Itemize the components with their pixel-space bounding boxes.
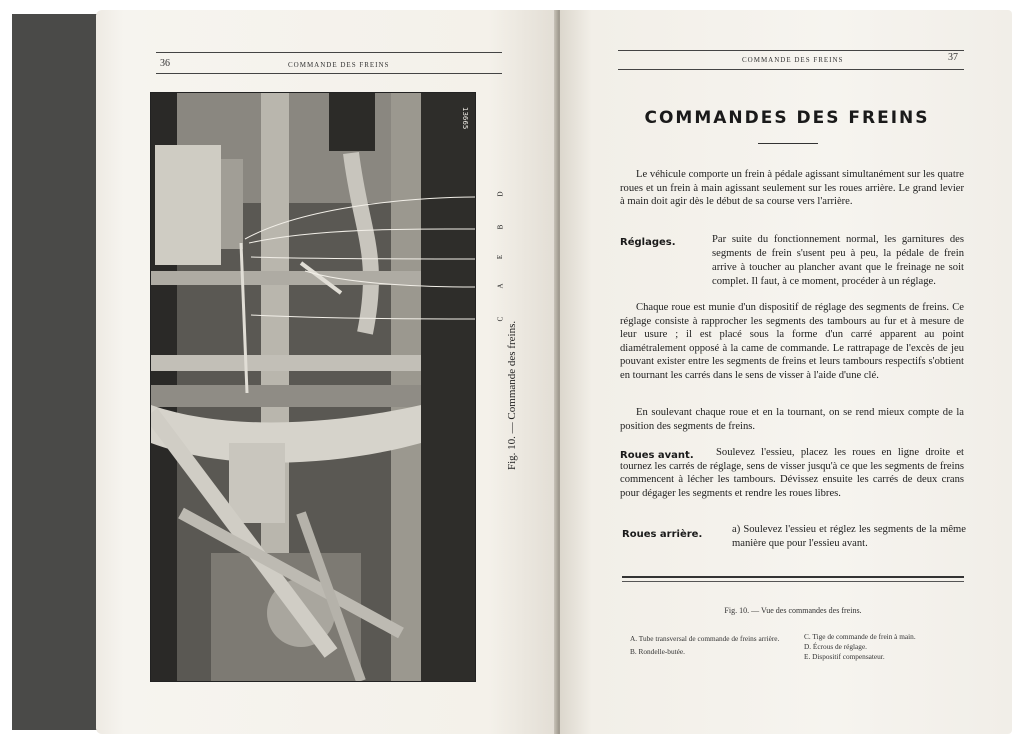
callout-label-e: E — [496, 254, 505, 260]
callout-label-a: A — [496, 283, 505, 289]
reglages-p2: Chaque roue est munie d'un dispositif de réglage des segments de freins. Ce réglage consiste à rapprocher les segments des tambours au fur et à mesure de leur usure ; il est placé sous la forme d'un carré apparent au point diamétralement opposé à la came de commande. Le rattrapage de l'excès de jeu pouvant exister entre les segments de freins et leurs tambours respectifs s'obtient en tournant les carrés dans le sens de visser à l'aide d'une clé. — [620, 302, 964, 381]
caption-rule — [622, 576, 964, 582]
callout-label-b: B — [496, 224, 505, 230]
section-heading-roues-arriere: Roues arrière. — [622, 529, 703, 540]
legend-item-e: E. Dispositif compensateur. — [804, 652, 885, 661]
section-heading-reglages: Réglages. — [620, 237, 676, 248]
intro-paragraph: Le véhicule comporte un frein à pédale agissant simultanément sur les quatre roues et un frein à main agissant seulement sur les roues arrière. Le grand levier à main doit agir dès le début de sa course vers l'arrière. — [620, 169, 964, 208]
section-heading-roues-avant: Roues avant. — [620, 450, 694, 461]
left-header-rule-bottom — [156, 73, 502, 74]
right-page-number: 37 — [948, 52, 958, 63]
brake-mechanism-illustration — [151, 93, 475, 681]
title-underline — [758, 143, 818, 144]
right-header-rule-top — [618, 50, 964, 51]
left-running-head: COMMANDE DES FREINS — [288, 61, 390, 69]
plate-number: 13665 — [461, 107, 469, 130]
reglages-p1-hanging: Par suite du fonctionnement normal, les garnitures des segments de frein s'usent peu à peu, la pédale de frein — [712, 234, 964, 259]
figure-caption: Fig. 10. — Vue des commandes des freins. — [724, 606, 862, 615]
legend-item-c: C. Tige de commande de frein à main. — [804, 632, 916, 641]
legend-left — [630, 634, 790, 657]
legend-item-b: B. Rondelle-butée. — [630, 647, 685, 656]
callout-label-d: D — [496, 191, 505, 197]
page-title: COMMANDES DES FREINS — [644, 108, 930, 128]
legend-item-a: A. Tube transversal de commande de freins arrière. — [630, 634, 780, 643]
legend-item-d: D. Écrous de réglage. — [804, 642, 868, 651]
figure-10-photograph — [150, 92, 476, 682]
roues-arriere-text: a) Soulevez l'essieu et réglez les segments de la même manière que pour l'essieu avant. — [732, 524, 966, 549]
reglages-p3: En soulevant chaque roue et en la tournant, on se rend mieux compte de la position des segments de freins. — [620, 407, 964, 432]
roues-avant-text: Soulevez l'essieu, placez les roues en ligne droite et tournez les carrés de réglage, sens de visser jusqu'à ce que les segments de freins commencent à lécher les tambours. Dévissez ensuite les carrés de deux crans pour dégager les segments et rendre les roues libres. — [620, 447, 964, 499]
right-running-head: COMMANDE DES FREINS — [742, 56, 844, 64]
left-header-rule-top — [156, 52, 502, 53]
reglages-p1-continued: arrive à toucher au plancher avant que le freinage ne soit complet. Il faut, à ce moment, procéder à un réglage. — [712, 262, 964, 287]
left-page-number: 36 — [160, 58, 170, 69]
right-header-rule-bottom — [618, 69, 964, 70]
legend-right — [804, 632, 964, 662]
figure-side-label: Fig. 10. — Commande des freins. — [506, 320, 518, 470]
callout-label-c: C — [496, 316, 505, 322]
